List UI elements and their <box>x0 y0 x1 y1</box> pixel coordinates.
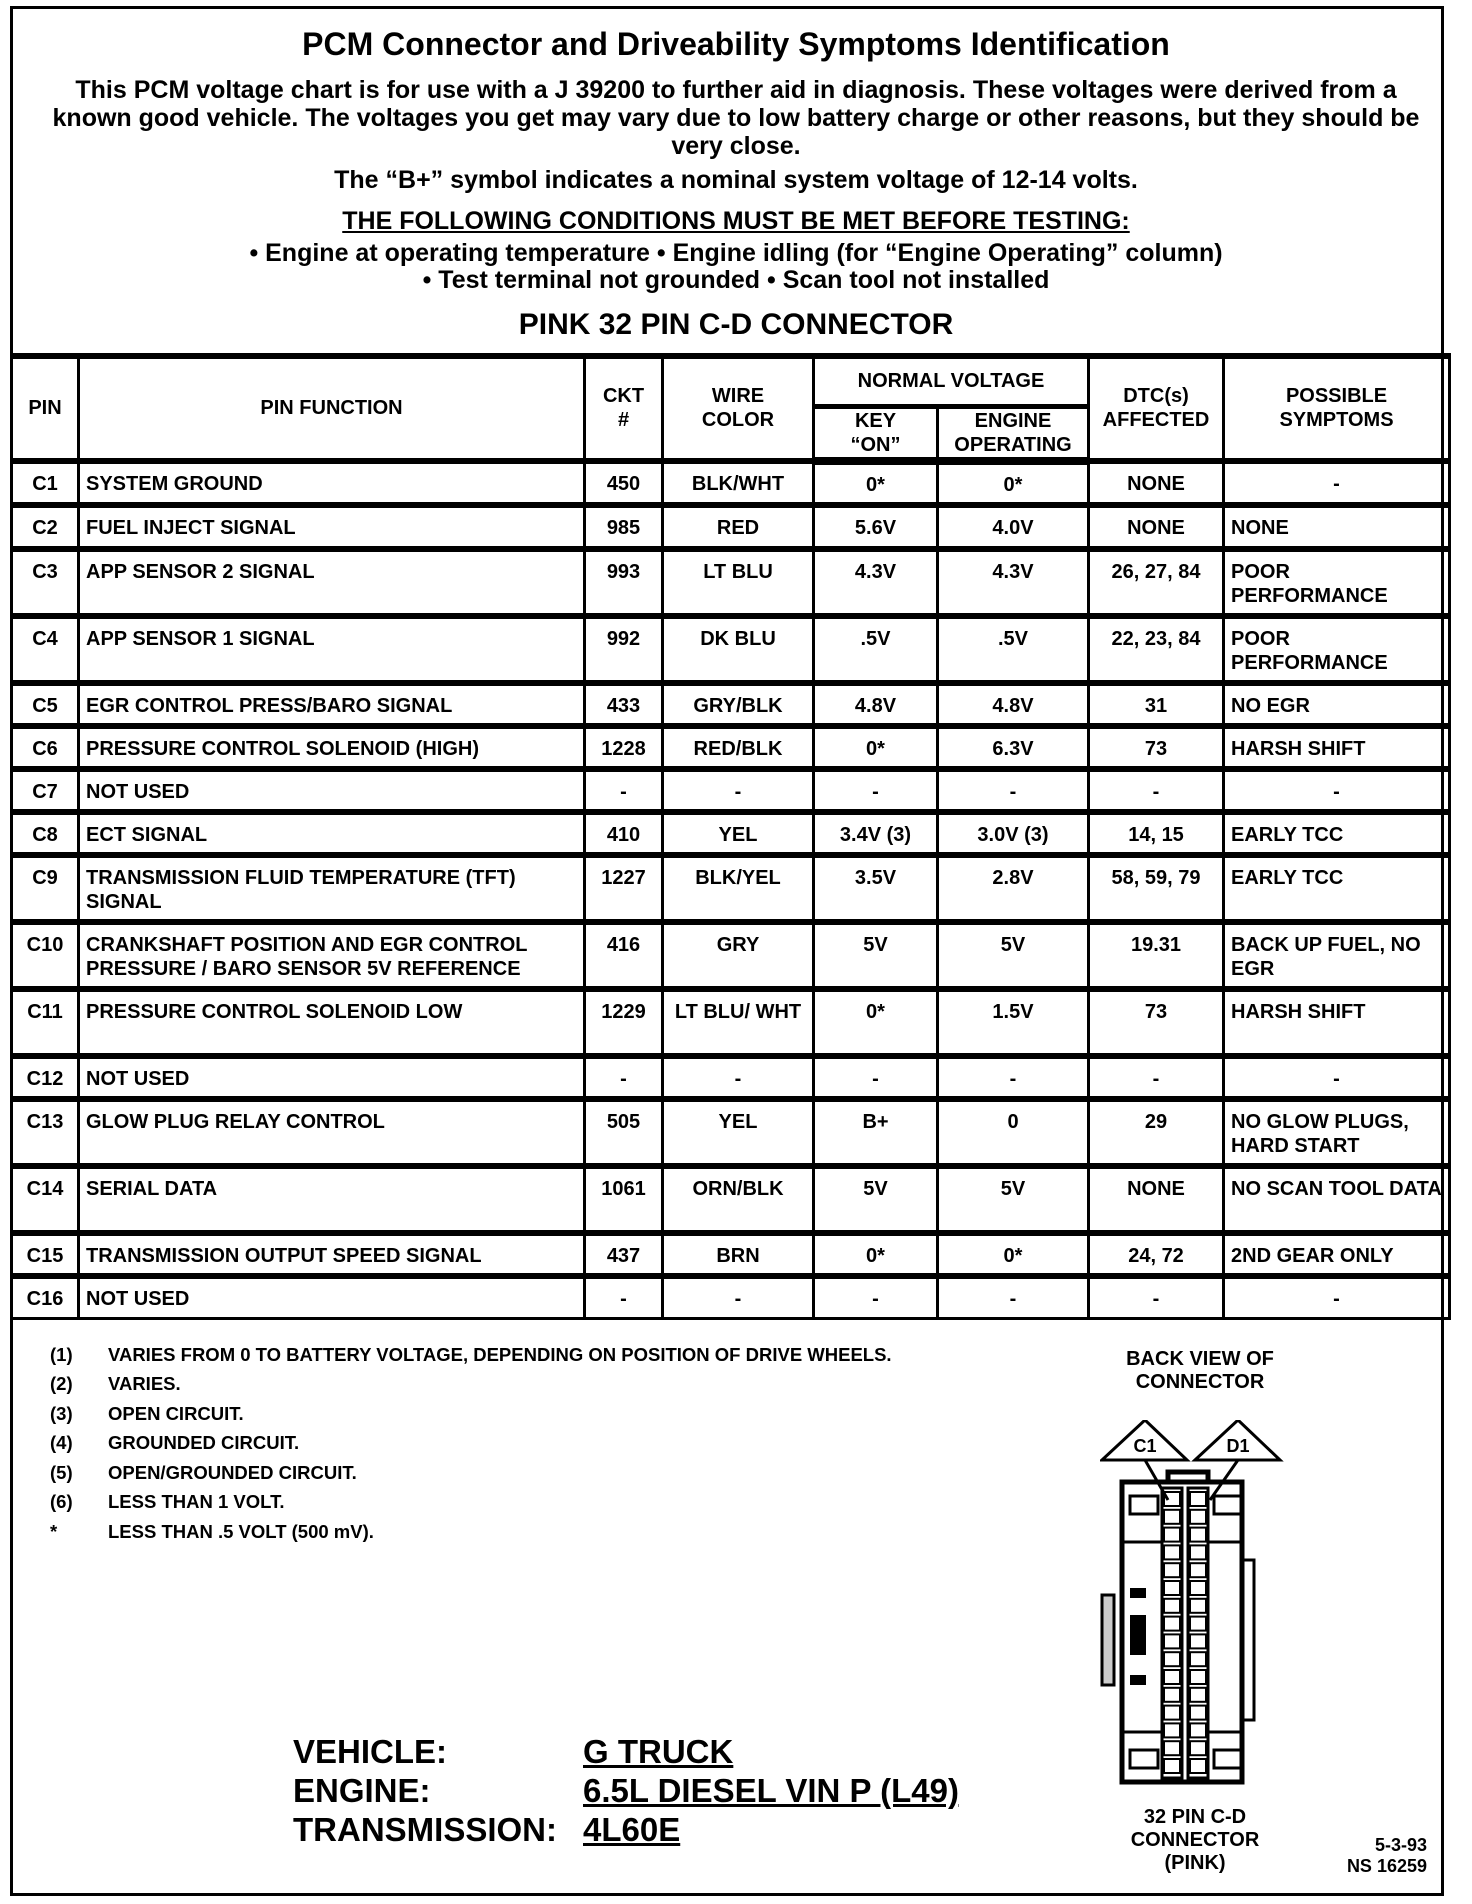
cell-symptoms: 2ND GEAR ONLY <box>1224 1233 1450 1276</box>
table-row <box>12 461 1450 505</box>
footnote-text: VARIES. <box>108 1373 181 1395</box>
pin-cavity <box>1190 1688 1206 1702</box>
cell-engine-op: 0* <box>938 461 1089 505</box>
cell-ckt: - <box>585 1056 663 1099</box>
table-row <box>12 989 1450 1056</box>
pin-cavity <box>1164 1528 1180 1542</box>
cell-ckt: 433 <box>585 683 663 726</box>
cell-symptoms: POOR PERFORMANCE <box>1224 616 1450 683</box>
footnote-key: (1) <box>50 1343 73 1365</box>
pin-cavity <box>1190 1723 1206 1737</box>
header-normal-voltage: NORMAL VOLTAGE <box>814 356 1089 406</box>
footnote-text: GROUNDED CIRCUIT. <box>108 1432 300 1454</box>
pin-cavity <box>1164 1741 1180 1755</box>
cell-pin: C1 <box>12 461 79 505</box>
cell-wire: BLK/YEL <box>663 855 814 922</box>
cell-ckt: - <box>585 1276 663 1319</box>
pin-cavity <box>1190 1510 1206 1524</box>
cell-pin: C7 <box>12 769 79 812</box>
conditions-line-1: • Engine at operating temperature • Engine idling (for “Engine Operating” column) <box>249 239 1223 267</box>
cell-ckt: 1227 <box>585 855 663 922</box>
pin-cavity <box>1164 1617 1180 1631</box>
cell-pin: C2 <box>12 505 79 549</box>
footnote-key: (2) <box>50 1373 73 1395</box>
footnote <box>50 1488 892 1518</box>
cell-wire: LT BLU <box>663 549 814 616</box>
cell-dtc: 14, 15 <box>1089 812 1224 855</box>
cell-engine-op: .5V <box>938 616 1089 683</box>
cell-function: CRANKSHAFT POSITION AND EGR CONTROL PRESSURE / BARO SENSOR 5V REFERENCE <box>79 922 585 989</box>
table-row <box>12 505 1450 549</box>
stamp-date: 5-3-93 <box>1374 1835 1427 1855</box>
cell-ckt: 992 <box>585 616 663 683</box>
pin-cavity <box>1164 1723 1180 1737</box>
pin-cavity <box>1190 1741 1206 1755</box>
pin-cavity <box>1164 1545 1180 1559</box>
cell-symptoms: NO GLOW PLUGS, HARD START <box>1224 1099 1450 1166</box>
footnote-key: (6) <box>50 1491 73 1513</box>
cell-key-on: 4.3V <box>814 549 938 616</box>
cell-dtc: 26, 27, 84 <box>1089 549 1224 616</box>
cell-engine-op: 3.0V (3) <box>938 812 1089 855</box>
cell-function: FUEL INJECT SIGNAL <box>79 505 585 549</box>
cell-function: NOT USED <box>79 1276 585 1319</box>
cell-engine-op: 0 <box>938 1099 1089 1166</box>
cell-pin: C9 <box>12 855 79 922</box>
cell-dtc: NONE <box>1089 461 1224 505</box>
cell-key-on: 0* <box>814 726 938 769</box>
cell-ckt: 993 <box>585 549 663 616</box>
vehicle-label: VEHICLE: <box>293 1733 448 1770</box>
cell-dtc: 73 <box>1089 989 1224 1056</box>
cell-function: SYSTEM GROUND <box>79 461 585 505</box>
cell-key-on: 0* <box>814 1233 938 1276</box>
pin-cavity <box>1164 1652 1180 1666</box>
cell-function: TRANSMISSION FLUID TEMPERATURE (TFT) SIGNAL <box>79 855 585 922</box>
cell-engine-op: 5V <box>938 922 1089 989</box>
pin-cavity <box>1164 1688 1180 1702</box>
cell-function: PRESSURE CONTROL SOLENOID LOW <box>79 989 585 1056</box>
footnote-key: (4) <box>50 1432 73 1454</box>
engine-label: ENGINE: <box>293 1772 431 1809</box>
cell-function: APP SENSOR 1 SIGNAL <box>79 616 585 683</box>
diagram-heading: BACK VIEW OF CONNECTOR <box>1126 1348 1274 1393</box>
cell-engine-op: 4.8V <box>938 683 1089 726</box>
cell-wire: - <box>663 1276 814 1319</box>
cell-function: PRESSURE CONTROL SOLENOID (HIGH) <box>79 726 585 769</box>
pin-cavity <box>1190 1706 1206 1720</box>
cell-ckt: 437 <box>585 1233 663 1276</box>
transmission-value: 4L60E <box>583 1811 681 1848</box>
pin-cavity <box>1164 1510 1180 1524</box>
footnote-text: LESS THAN 1 VOLT. <box>108 1491 285 1513</box>
cell-engine-op: 0* <box>938 1233 1089 1276</box>
cell-dtc: - <box>1089 1056 1224 1099</box>
b-plus-note: The “B+” symbol indicates a nominal system voltage of 12-14 volts. <box>334 166 1138 194</box>
cell-wire: RED <box>663 505 814 549</box>
diagram-caption: 32 PIN C-D CONNECTOR (PINK) <box>1130 1806 1260 1874</box>
footnote-key: * <box>50 1520 58 1542</box>
cell-function: GLOW PLUG RELAY CONTROL <box>79 1099 585 1166</box>
cell-dtc: 31 <box>1089 683 1224 726</box>
table-row <box>12 1056 1450 1099</box>
cell-pin: C12 <box>12 1056 79 1099</box>
footnote <box>50 1399 892 1429</box>
cell-function: ECT SIGNAL <box>79 812 585 855</box>
footnote-text: LESS THAN .5 VOLT (500 mV). <box>108 1520 374 1542</box>
table-row <box>12 769 1450 812</box>
pin-cavity <box>1190 1581 1206 1595</box>
cell-engine-op: - <box>938 769 1089 812</box>
cell-engine-op: 1.5V <box>938 989 1089 1056</box>
cell-symptoms: NO EGR <box>1224 683 1450 726</box>
footnote-key: (5) <box>50 1461 73 1483</box>
cell-engine-op: - <box>938 1056 1089 1099</box>
pin-cavity <box>1164 1670 1180 1684</box>
footnote <box>50 1517 892 1547</box>
cell-key-on: 0* <box>814 989 938 1056</box>
cell-dtc: 73 <box>1089 726 1224 769</box>
stamp-code: NS 16259 <box>1346 1856 1427 1876</box>
cell-symptoms: EARLY TCC <box>1224 855 1450 922</box>
conditions-list <box>20 240 1452 294</box>
pin-cavity <box>1190 1599 1206 1613</box>
cell-symptoms: - <box>1224 1276 1450 1319</box>
cell-dtc: 19.31 <box>1089 922 1224 989</box>
table-row <box>12 1099 1450 1166</box>
cell-key-on: .5V <box>814 616 938 683</box>
cell-key-on: 3.5V <box>814 855 938 922</box>
cell-symptoms: - <box>1224 1056 1450 1099</box>
pin-cavity <box>1190 1492 1206 1506</box>
conditions-heading-text: THE FOLLOWING CONDITIONS MUST BE MET BEFORE TESTING: <box>342 207 1130 235</box>
footnote-text: OPEN/GROUNDED CIRCUIT. <box>108 1461 357 1483</box>
document-title: PCM Connector and Driveability Symptoms Identification <box>302 26 1170 62</box>
cell-key-on: - <box>814 1056 938 1099</box>
cell-symptoms: - <box>1224 769 1450 812</box>
table-row <box>12 1166 1450 1233</box>
header-pin: PIN <box>12 356 79 461</box>
cell-wire: BLK/WHT <box>663 461 814 505</box>
table-row <box>12 726 1450 769</box>
cell-key-on: 5V <box>814 1166 938 1233</box>
cell-engine-op: 4.3V <box>938 549 1089 616</box>
cell-wire: YEL <box>663 812 814 855</box>
cell-function: NOT USED <box>79 769 585 812</box>
footnote <box>50 1370 892 1400</box>
cell-dtc: 58, 59, 79 <box>1089 855 1224 922</box>
cell-pin: C5 <box>12 683 79 726</box>
header-key-on: KEY “ON” <box>814 406 938 461</box>
header-ckt: CKT # <box>585 356 663 461</box>
pin-cavity <box>1164 1599 1180 1613</box>
pin-cavity <box>1164 1634 1180 1648</box>
cell-pin: C8 <box>12 812 79 855</box>
cell-engine-op: 5V <box>938 1166 1089 1233</box>
connector-title: PINK 32 PIN C-D CONNECTOR <box>518 308 954 341</box>
cell-pin: C16 <box>12 1276 79 1319</box>
footnote-text: VARIES FROM 0 TO BATTERY VOLTAGE, DEPENDING ON POSITION OF DRIVE WHEELS. <box>108 1343 892 1365</box>
cell-symptoms: BACK UP FUEL, NO EGR <box>1224 922 1450 989</box>
table-row <box>12 922 1450 989</box>
conditions-heading <box>20 207 1452 235</box>
pin-cavity <box>1190 1759 1206 1773</box>
cell-function: TRANSMISSION OUTPUT SPEED SIGNAL <box>79 1233 585 1276</box>
cell-pin: C14 <box>12 1166 79 1233</box>
table-row <box>12 683 1450 726</box>
cell-wire: DK BLU <box>663 616 814 683</box>
cell-ckt: 410 <box>585 812 663 855</box>
cell-pin: C15 <box>12 1233 79 1276</box>
footnote-key: (3) <box>50 1402 73 1424</box>
cell-engine-op: 4.0V <box>938 505 1089 549</box>
cell-dtc: - <box>1089 769 1224 812</box>
table-row <box>12 1276 1450 1319</box>
header-engine-operating: ENGINE OPERATING <box>938 406 1089 461</box>
cell-wire: GRY <box>663 922 814 989</box>
pin-cavity <box>1164 1563 1180 1577</box>
cell-key-on: 3.4V (3) <box>814 812 938 855</box>
header-wire-color: WIRE COLOR <box>663 356 814 461</box>
cell-engine-op: - <box>938 1276 1089 1319</box>
cell-pin: C6 <box>12 726 79 769</box>
transmission-label: TRANSMISSION: <box>293 1811 557 1848</box>
cell-key-on: - <box>814 769 938 812</box>
cell-symptoms: NO SCAN TOOL DATA <box>1224 1166 1450 1233</box>
cell-key-on: 5.6V <box>814 505 938 549</box>
pin-cavity <box>1190 1545 1206 1559</box>
footnote <box>50 1429 892 1459</box>
cell-wire: ORN/BLK <box>663 1166 814 1233</box>
engine-value: 6.5L DIESEL VIN P (L49) <box>583 1772 959 1809</box>
table-row <box>12 855 1450 922</box>
connector-diagram <box>1100 1420 1300 1800</box>
cell-function: APP SENSOR 2 SIGNAL <box>79 549 585 616</box>
cell-dtc: - <box>1089 1276 1224 1319</box>
pin-cavity <box>1190 1670 1206 1684</box>
cell-wire: - <box>663 1056 814 1099</box>
cell-engine-op: 2.8V <box>938 855 1089 922</box>
cell-key-on: - <box>814 1276 938 1319</box>
cell-engine-op: 6.3V <box>938 726 1089 769</box>
document-stamp <box>1337 1835 1427 1877</box>
cell-wire: LT BLU/ WHT <box>663 989 814 1056</box>
cell-symptoms: HARSH SHIFT <box>1224 726 1450 769</box>
pin-cavity <box>1190 1617 1206 1631</box>
cell-wire: GRY/BLK <box>663 683 814 726</box>
cell-symptoms: - <box>1224 461 1450 505</box>
cell-wire: - <box>663 769 814 812</box>
conditions-line-2: • Test terminal not grounded • Scan tool not installed <box>422 266 1050 294</box>
vehicle-info <box>293 1732 959 1849</box>
diagram-label-c1: C1 <box>1133 1436 1157 1456</box>
pin-cavity <box>1190 1634 1206 1648</box>
cell-ckt: 505 <box>585 1099 663 1166</box>
table-row <box>12 1233 1450 1276</box>
pin-cavity <box>1190 1528 1206 1542</box>
pin-table <box>10 353 1451 1320</box>
cell-ckt: 450 <box>585 461 663 505</box>
cell-ckt: 985 <box>585 505 663 549</box>
pin-cavity <box>1190 1563 1206 1577</box>
cell-pin: C13 <box>12 1099 79 1166</box>
cell-dtc: 24, 72 <box>1089 1233 1224 1276</box>
cell-wire: RED/BLK <box>663 726 814 769</box>
cell-key-on: 0* <box>814 461 938 505</box>
table-row <box>12 549 1450 616</box>
cell-symptoms: EARLY TCC <box>1224 812 1450 855</box>
cell-wire: BRN <box>663 1233 814 1276</box>
cell-pin: C3 <box>12 549 79 616</box>
cell-key-on: B+ <box>814 1099 938 1166</box>
pin-cavity <box>1164 1706 1180 1720</box>
cell-pin: C4 <box>12 616 79 683</box>
cell-ckt: 1061 <box>585 1166 663 1233</box>
cell-ckt: 416 <box>585 922 663 989</box>
pin-cavity <box>1164 1581 1180 1595</box>
table-row <box>12 616 1450 683</box>
cell-dtc: 29 <box>1089 1099 1224 1166</box>
cell-key-on: 4.8V <box>814 683 938 726</box>
vehicle-value: G TRUCK <box>583 1733 734 1770</box>
cell-dtc: NONE <box>1089 505 1224 549</box>
cell-ckt: 1229 <box>585 989 663 1056</box>
intro-paragraph: This PCM voltage chart is for use with a J 39200 to further aid in diagnosis. These voltages were derived from a known good vehicle. The voltages you get may vary due to low battery charge or other reasons, but they should be very close. <box>52 76 1420 160</box>
cell-function: NOT USED <box>79 1056 585 1099</box>
footnote <box>50 1458 892 1488</box>
cell-ckt: - <box>585 769 663 812</box>
cell-function: EGR CONTROL PRESS/BARO SIGNAL <box>79 683 585 726</box>
cell-dtc: 22, 23, 84 <box>1089 616 1224 683</box>
header-symptoms: POSSIBLE SYMPTOMS <box>1224 356 1450 461</box>
cell-pin: C11 <box>12 989 79 1056</box>
cell-key-on: 5V <box>814 922 938 989</box>
header-dtc: DTC(s) AFFECTED <box>1089 356 1224 461</box>
cell-symptoms: POOR PERFORMANCE <box>1224 549 1450 616</box>
table-row <box>12 812 1450 855</box>
cell-dtc: NONE <box>1089 1166 1224 1233</box>
cell-function: SERIAL DATA <box>79 1166 585 1233</box>
diagram-label-d1: D1 <box>1226 1436 1250 1456</box>
cell-pin: C10 <box>12 922 79 989</box>
pin-cavity <box>1190 1652 1206 1666</box>
cell-symptoms: NONE <box>1224 505 1450 549</box>
footnotes <box>50 1340 892 1547</box>
footnote <box>50 1340 892 1370</box>
pin-cavity <box>1164 1759 1180 1773</box>
header-pin-function: PIN FUNCTION <box>79 356 585 461</box>
cell-symptoms: HARSH SHIFT <box>1224 989 1450 1056</box>
footnote-text: OPEN CIRCUIT. <box>108 1402 244 1424</box>
cell-ckt: 1228 <box>585 726 663 769</box>
cell-wire: YEL <box>663 1099 814 1166</box>
